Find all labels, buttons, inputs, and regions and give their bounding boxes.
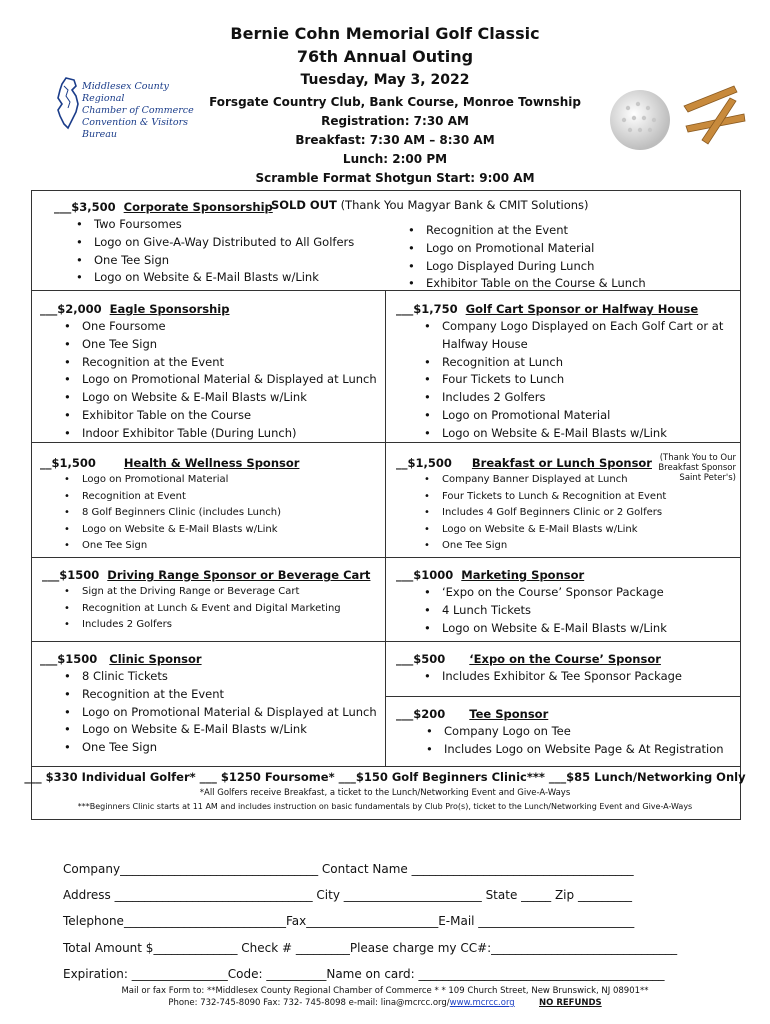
list-item: • One Tee Sign (60, 739, 377, 757)
list-item: • Two Foursomes (72, 216, 354, 234)
list-item: • Includes 4 Golf Beginners Clinic or 2 Golfers (420, 505, 666, 522)
golf-cart-title: Golf Cart Sponsor or Halfway House (465, 302, 699, 316)
breakfast-title: Breakfast or Lunch Sponsor (471, 456, 652, 470)
list-item: • Logo on Website & E-Mail Blasts w/Link (60, 389, 377, 407)
tee-list (422, 723, 724, 759)
event-date: Tuesday, May 3, 2022 (300, 72, 470, 88)
website-link[interactable]: www.mcrcc.org (449, 998, 515, 1008)
telephone-field[interactable]: Telephone___________________________Fax______________________E-Mail __________________________ (63, 914, 635, 929)
list-item: • 8 Clinic Tickets (60, 668, 377, 686)
list-item: • Logo on Promotional Material (404, 240, 646, 258)
list-item: • Includes Logo on Website Page & At Registration (422, 741, 724, 759)
list-item: • Company Banner Displayed at Lunch (420, 472, 666, 489)
sponsorship-grid (31, 190, 741, 767)
tee-sponsorship (386, 697, 740, 766)
chamber-logo (52, 76, 212, 140)
list-item: • One Foursome (60, 318, 377, 336)
clinic-list (60, 668, 377, 757)
list-item: • Sign at the Driving Range or Beverage Cart (60, 584, 341, 601)
list-item: • One Tee Sign (60, 336, 377, 354)
list-item: • Logo on Give-A-Way Distributed to All Golfers (72, 234, 354, 252)
corporate-title: Corporate Sponsorship (123, 200, 273, 214)
breakfast-price: __$1,500 (396, 456, 452, 470)
marketing-list (420, 584, 667, 637)
address-field[interactable]: Address _________________________________ City _______________________ State _____ Zip _________ (63, 888, 632, 903)
expo-title: ‘Expo on the Course’ Sponsor (469, 652, 661, 666)
list-item: • Recognition at Lunch (420, 354, 723, 372)
list-item: • Logo on Website & E-Mail Blasts w/Link (72, 269, 354, 287)
eagle-price: ___$2,000 (40, 302, 102, 316)
pricing-note-clinic: ***Beginners Clinic starts at 11 AM and includes instruction on basic fundamentals by Club Pro(s), ticket to the Lunch/Networking Event and Give-A-Ways (77, 802, 693, 811)
company-contact-field[interactable]: Company_________________________________ Contact Name _____________________________________ (63, 862, 634, 876)
mail-instructions: Mail or fax Form to: **Middlesex County Regional Chamber of Commerce * * 109 Church Street, New Brunswick, NJ 08901** (121, 986, 649, 996)
list-item: • Recognition at the Event (60, 354, 377, 372)
soldout-notice: SOLD OUT (Thank You Magyar Bank & CMIT Solutions) (271, 198, 589, 212)
event-info (200, 93, 590, 188)
pricing-note-golfers: *All Golfers receive Breakfast, a ticket to the Lunch/Networking Event and Give-A-Ways (199, 788, 571, 798)
event-location: Forsgate Country Club, Bank Course, Monroe Township (209, 95, 581, 109)
corporate-sponsorship (32, 191, 740, 291)
pricing-summary: ___ $330 Individual Golfer* ___ $1250 Foursome* ___$150 Golf Beginners Clinic*** ___$85 Lunch/Networking Only (24, 770, 746, 784)
list-item: • Logo on Promotional Material & Displayed at Lunch (60, 371, 377, 389)
event-title: Bernie Cohn Memorial Golf Classic (230, 24, 540, 43)
golf-ball-and-tees-icon (606, 78, 756, 158)
list-item: • One Tee Sign (420, 538, 666, 555)
marketing-sponsorship (386, 558, 740, 642)
list-item: • Logo on Website & E-Mail Blasts w/Link (60, 522, 281, 539)
event-shotgun: Scramble Format Shotgun Start: 9:00 AM (255, 171, 535, 185)
marketing-price: ___$1000 (396, 568, 454, 582)
list-item: • Recognition at Lunch & Event and Digital Marketing (60, 601, 341, 618)
list-item: • Recognition at the Event (404, 222, 646, 240)
eagle-sponsorship (32, 291, 386, 443)
list-item: • Four Tickets to Lunch & Recognition at Event (420, 489, 666, 506)
list-item: • Includes 2 Golfers (420, 389, 723, 407)
driving-price: ___$1500 (42, 568, 100, 582)
expo-price: ___$500 (396, 652, 446, 666)
marketing-title: Marketing Sponsor (461, 568, 585, 582)
golf-cart-price: ___$1,750 (396, 302, 458, 316)
phone-fax-email: Phone: 732-745-8090 Fax: 732- 745-8098 e-mail: lina@mcrcc.org/ (168, 998, 450, 1008)
list-item: • Recognition at Event (60, 489, 281, 506)
list-item: • Recognition at the Event (60, 686, 377, 704)
list-item: • Logo on Website & E-Mail Blasts w/Link (420, 425, 723, 443)
list-item: • Includes Exhibitor & Tee Sponsor Package (420, 668, 682, 686)
list-item: • Four Tickets to Lunch (420, 371, 723, 389)
expo-list (420, 668, 682, 686)
clinic-sponsorship (32, 642, 386, 766)
chamber-logo-text: Middlesex County Regional Chamber of Commerce Convention & Visitors Bureau (82, 81, 194, 140)
breakfast-lunch-sponsorship (386, 443, 740, 558)
list-item: • Exhibitor Table on the Course & Lunch (404, 275, 646, 293)
golf-cart-sponsorship (386, 291, 740, 443)
no-refunds-notice: NO REFUNDS (539, 998, 602, 1008)
event-lunch: Lunch: 2:00 PM (342, 152, 448, 166)
registration-form (63, 856, 677, 987)
contact-line (0, 997, 770, 1009)
eagle-list (60, 318, 377, 443)
expo-sponsorship (386, 642, 740, 697)
footer (0, 985, 770, 1009)
list-item: • Company Logo on Tee (422, 723, 724, 741)
eagle-title: Eagle Sponsorship (109, 302, 230, 316)
list-item-continued: Halfway House (442, 336, 528, 351)
list-item: • Indoor Exhibitor Table (During Lunch) (60, 425, 377, 443)
payment-field[interactable]: Total Amount $______________ Check # _________Please charge my CC#:_______________________________ (63, 940, 678, 955)
corporate-price: ___$3,500 (54, 200, 116, 214)
health-price: __$1,500 (40, 456, 96, 470)
list-item: • ‘Expo on the Course’ Sponsor Package (420, 584, 667, 602)
tee-price: ___$200 (396, 707, 446, 721)
list-item: • 4 Lunch Tickets (420, 602, 667, 620)
list-item: • One Tee Sign (72, 252, 354, 270)
list-item: • Logo on Promotional Material & Displayed at Lunch (60, 704, 377, 722)
driving-range-sponsorship (32, 558, 386, 642)
list-item: • Logo on Promotional Material (420, 407, 723, 425)
health-wellness-sponsorship (32, 443, 386, 558)
header (0, 0, 770, 190)
clinic-title: Clinic Sponsor (109, 652, 202, 666)
driving-title: Driving Range Sponsor or Beverage Cart (107, 568, 371, 582)
health-list (60, 472, 281, 555)
list-item: • Logo Displayed During Lunch (404, 258, 646, 276)
health-title: Health & Wellness Sponsor (123, 456, 300, 470)
clinic-price: ___$1500 (40, 652, 98, 666)
list-item: • Includes 2 Golfers (60, 617, 341, 634)
event-breakfast: Breakfast: 7:30 AM – 8:30 AM (295, 133, 495, 147)
list-item: • Logo on Website & E-Mail Blasts w/Link (60, 721, 377, 739)
breakfast-thanks-note: (Thank You to Our Breakfast Sponsor Saint Peter's) (658, 453, 736, 483)
corporate-right-list (404, 222, 646, 293)
card-field[interactable]: Expiration: ________________Code: __________Name on card: _________________________________________ (63, 966, 665, 981)
event-registration: Registration: 7:30 AM (321, 114, 469, 128)
list-item: • Logo on Promotional Material (60, 472, 281, 489)
list-item: • Logo on Website & E-Mail Blasts w/Link (420, 522, 666, 539)
list-item: • 8 Golf Beginners Clinic (includes Lunch) (60, 505, 281, 522)
driving-list (60, 584, 341, 634)
tee-title: Tee Sponsor (469, 707, 549, 721)
list-item: • Exhibitor Table on the Course (60, 407, 377, 425)
new-jersey-map-icon (52, 76, 82, 132)
breakfast-list (420, 472, 666, 555)
event-subtitle: 76th Annual Outing (296, 47, 474, 66)
corporate-left-list (72, 216, 354, 287)
golf-cart-list (420, 318, 723, 443)
list-item: • Company Logo Displayed on Each Golf Cart or at (420, 318, 723, 336)
list-item: • Logo on Website & E-Mail Blasts w/Link (420, 620, 667, 638)
list-item: • One Tee Sign (60, 538, 281, 555)
